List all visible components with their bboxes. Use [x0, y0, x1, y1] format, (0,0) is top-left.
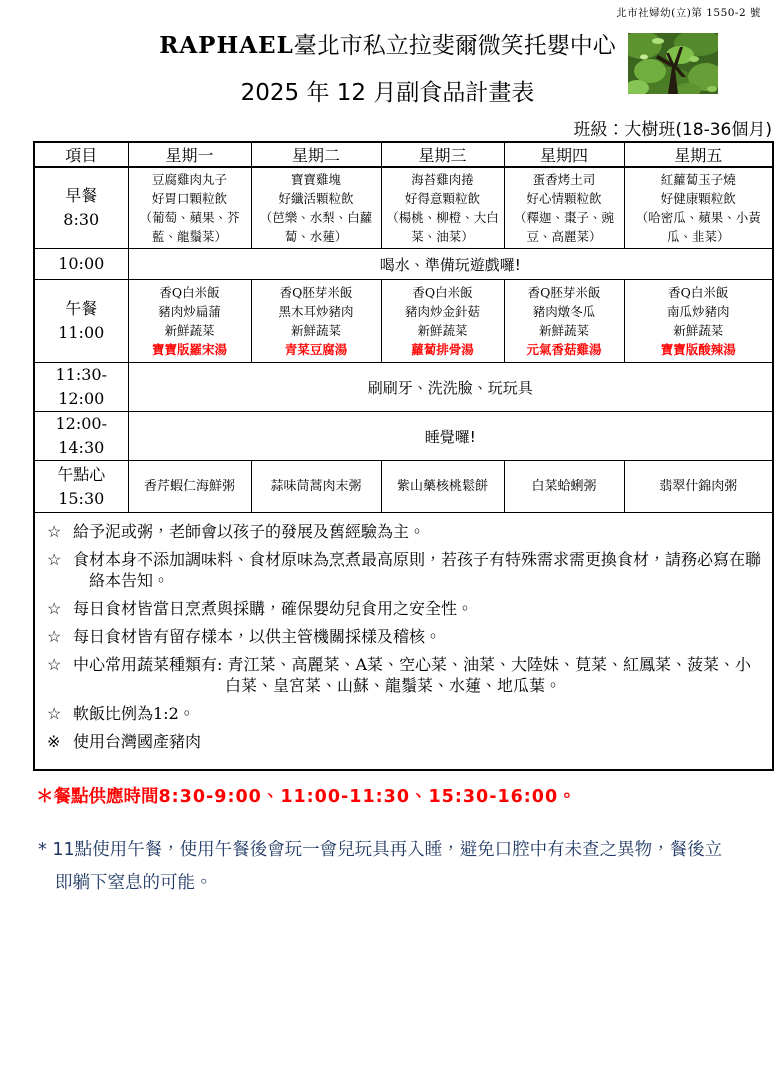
- drink: 好心情顆粒飲: [526, 191, 602, 206]
- note-text: 使用台灣國產豬肉: [73, 732, 202, 751]
- drink: 好胃口顆粒飲: [151, 191, 227, 206]
- dish: 紅蘿蔔玉子燒: [660, 172, 736, 187]
- star-bullet-icon: ☆: [47, 522, 62, 541]
- vegetable: 新鮮蔬菜: [417, 323, 468, 338]
- lunch-cell-tuesday: [251, 280, 381, 363]
- activity-row-1000: [34, 249, 773, 280]
- ingredients: （釋迦、棗子、豌豆、高麗菜）: [513, 210, 614, 244]
- dish: 南瓜炒豬肉: [666, 304, 730, 319]
- star-bullet-icon: ☆: [47, 599, 62, 618]
- meal-label: 午點心: [57, 464, 106, 484]
- breakfast-row: [34, 167, 773, 249]
- column-header-friday: 星期五: [624, 142, 773, 167]
- meal-time: 11:00: [58, 323, 105, 342]
- reference-bullet-icon: ※: [47, 732, 61, 751]
- column-header-tuesday: 星期二: [251, 142, 381, 167]
- ingredients: （芭樂、水梨、白蘿蔔、水蓮）: [259, 210, 373, 244]
- meal-time: 15:30: [58, 488, 105, 508]
- star-bullet-icon: ☆: [47, 704, 62, 723]
- notes-section: [34, 513, 773, 771]
- meal-label: 早餐: [65, 186, 98, 205]
- meal-time: 8:30: [63, 210, 100, 229]
- activity-time: 12:00-14:30: [34, 412, 128, 461]
- soup: 寶寶版酸辣湯: [660, 342, 736, 357]
- snack-row: [34, 461, 773, 513]
- soup: 青菜豆腐湯: [284, 342, 348, 357]
- doc-number: 北市社婦幼(立)第 1550-2 號: [616, 7, 761, 19]
- snack-cell-friday: 翡翠什錦肉粥: [624, 461, 773, 513]
- note-text: 每日食材皆當日烹煮與採購，確保嬰幼兒食用之安全性。: [73, 599, 474, 618]
- column-header-thursday: 星期四: [504, 142, 624, 167]
- rice: 香Q白米飯: [412, 285, 473, 300]
- rice: 香Q胚芽米飯: [279, 285, 353, 300]
- dish: 海苔雞肉捲: [411, 172, 474, 187]
- note-item: [43, 626, 762, 647]
- drink: 好纖活顆粒飲: [278, 191, 354, 206]
- class-label: 班級：大樹班(18-36個月): [573, 120, 772, 140]
- activity-text: 睡覺囉!: [128, 412, 773, 461]
- star-bullet-icon: ☆: [47, 655, 62, 674]
- dish: 蛋香烤土司: [532, 172, 596, 187]
- snack-cell-wednesday: 紫山藥核桃鬆餅: [381, 461, 504, 513]
- note-item: [43, 598, 762, 619]
- dish: 豬肉燉冬瓜: [532, 304, 596, 319]
- note-item: [43, 549, 762, 591]
- tree-photo-icon: [628, 33, 718, 94]
- note-item: [43, 731, 762, 752]
- note-item: [43, 521, 762, 542]
- activity-time: 11:30-12:00: [34, 363, 128, 412]
- vegetable: 新鮮蔬菜: [538, 323, 589, 338]
- ingredients: （楊桃、柳橙、大白菜、油菜）: [386, 210, 499, 244]
- note-text: 軟飯比例為1:2。: [73, 704, 195, 723]
- note-text: 每日食材皆有留存樣本，以供主管機關採樣及稽核。: [73, 627, 442, 646]
- brand-text: RAPHAEL: [159, 32, 294, 59]
- star-bullet-icon: ☆: [47, 627, 62, 646]
- drink: 好健康顆粒飲: [660, 191, 736, 206]
- soup: 寶寶版羅宋湯: [151, 342, 227, 357]
- vegetable: 新鮮蔬菜: [164, 323, 215, 338]
- vegetable: 新鮮蔬菜: [290, 323, 341, 338]
- menu-table: [33, 141, 774, 771]
- star-bullet-icon: ☆: [47, 550, 62, 569]
- rice: 香Q白米飯: [159, 285, 220, 300]
- supply-time-line: [36, 783, 775, 808]
- note-item: [43, 654, 762, 696]
- drink: 好得意顆粒飲: [404, 191, 480, 206]
- dish: 豆腐雞肉丸子: [151, 172, 227, 187]
- breakfast-cell-thursday: [504, 167, 624, 249]
- dish: 寶寶雞塊: [290, 172, 341, 187]
- rice: 香Q胚芽米飯: [527, 285, 601, 300]
- lunch-cell-wednesday: [381, 280, 504, 363]
- snack-cell-thursday: 白菜蛤蜊粥: [504, 461, 624, 513]
- header: [0, 0, 775, 140]
- breakfast-cell-monday: [128, 167, 251, 249]
- breakfast-cell-wednesday: [381, 167, 504, 249]
- note-text: 食材本身不添加調味料、食材原味為烹煮最高原則，若孩子有特殊需求需更換食材，請務必寫在聯絡本告知。: [73, 550, 762, 590]
- soup: 蘿蔔排骨湯: [411, 342, 474, 357]
- activity-text: 刷刷牙、洗洗臉、玩玩具: [128, 363, 773, 412]
- rice: 香Q白米飯: [668, 285, 729, 300]
- supply-time-prefix: ＊餐點供應時間: [36, 787, 159, 807]
- snack-row-label: [34, 461, 128, 513]
- snack-cell-tuesday: 蒜味茼蒿肉末粥: [251, 461, 381, 513]
- dish: 黑木耳炒豬肉: [278, 304, 354, 319]
- activity-row-1200: [34, 412, 773, 461]
- ingredients: （葡萄、蘋果、芥藍、龍鬚菜）: [139, 210, 240, 244]
- breakfast-cell-friday: [624, 167, 773, 249]
- center-name: 臺北市私立拉斐爾微笑托嬰中心: [293, 33, 616, 59]
- soup: 元氣香菇雞湯: [526, 342, 602, 357]
- note-item: [43, 703, 762, 724]
- activity-time: 10:00: [34, 249, 128, 280]
- meal-label: 午餐: [65, 299, 98, 318]
- lunch-cell-thursday: [504, 280, 624, 363]
- header-row: [34, 142, 773, 167]
- safety-note: * 11點使用午餐，使用午餐後會玩一會兒玩具再入睡，避免口腔中有未查之異物，餐後立即躺下窒息的可能。: [38, 840, 723, 893]
- column-header-item: 項目: [34, 142, 128, 167]
- lunch-cell-friday: [624, 280, 773, 363]
- dish: 豬肉炒扁蒲: [158, 304, 221, 319]
- lunch-row-label: [34, 280, 128, 363]
- snack-cell-monday: 香芹蝦仁海鮮粥: [128, 461, 251, 513]
- supply-time-values: 8:30-9:00、11:00-11:30、15:30-16:00。: [158, 787, 577, 807]
- breakfast-cell-tuesday: [251, 167, 381, 249]
- note-text: 中心常用蔬菜種類有: 青江菜、高麗菜、A菜、空心菜、油菜、大陸妹、莧菜、紅鳳菜、菠菜、小白菜、皇宮菜、山蘇、龍鬚菜、水蓮、地瓜葉。: [73, 655, 752, 695]
- breakfast-row-label: [34, 167, 128, 249]
- activity-row-1130: [34, 363, 773, 412]
- page-subtitle: 2025 年 12 月副食品計畫表: [240, 80, 535, 106]
- activity-text: 喝水、準備玩遊戲囉!: [128, 249, 773, 280]
- vegetable: 新鮮蔬菜: [673, 323, 724, 338]
- column-header-wednesday: 星期三: [381, 142, 504, 167]
- lunch-row: [34, 280, 773, 363]
- column-header-monday: 星期一: [128, 142, 251, 167]
- note-text: 給予泥或粥，老師會以孩子的發展及舊經驗為主。: [73, 522, 426, 541]
- lunch-cell-monday: [128, 280, 251, 363]
- dish: 豬肉炒金針菇: [404, 304, 480, 319]
- ingredients: （哈密瓜、蘋果、小黃瓜、韭菜）: [635, 210, 761, 244]
- notes-row: [34, 513, 773, 771]
